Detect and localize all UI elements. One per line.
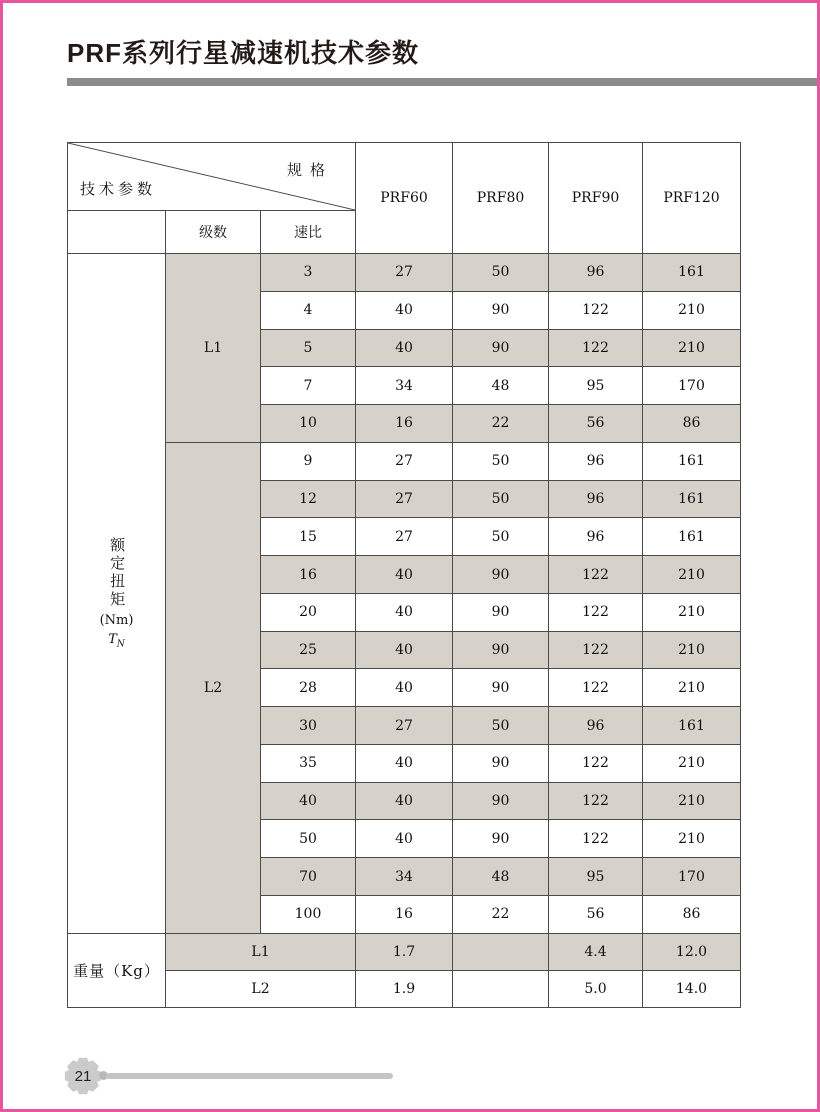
weight-value-cell — [453, 970, 549, 1007]
value-cell: 34 — [356, 367, 453, 405]
torque-row-label — [68, 537, 165, 650]
value-cell: 210 — [643, 744, 741, 782]
value-cell: 90 — [453, 329, 549, 367]
value-cell: 96 — [549, 480, 643, 518]
header-tech-params-label: 技术参数 — [80, 180, 157, 198]
value-cell: 161 — [643, 480, 741, 518]
value-cell: 161 — [643, 707, 741, 745]
value-cell: 122 — [549, 820, 643, 858]
value-cell: 56 — [549, 896, 643, 934]
title-underline-bar — [67, 78, 817, 86]
weight-value-cell: 5.0 — [549, 970, 643, 1007]
value-cell: 122 — [549, 669, 643, 707]
ratio-cell: 25 — [261, 631, 356, 669]
ratio-cell: 40 — [261, 782, 356, 820]
value-cell: 90 — [453, 669, 549, 707]
value-cell: 122 — [549, 593, 643, 631]
ratio-cell: 4 — [261, 291, 356, 329]
ratio-cell: 12 — [261, 480, 356, 518]
value-cell: 96 — [549, 518, 643, 556]
stage-cell-l1: L1 — [166, 254, 261, 443]
value-cell: 40 — [356, 669, 453, 707]
ratio-cell: 15 — [261, 518, 356, 556]
table-row — [68, 442, 741, 480]
value-cell: 170 — [643, 367, 741, 405]
value-cell: 210 — [643, 782, 741, 820]
value-cell: 210 — [643, 291, 741, 329]
value-cell: 210 — [643, 329, 741, 367]
ratio-cell: 100 — [261, 896, 356, 934]
ratio-cell: 50 — [261, 820, 356, 858]
value-cell: 96 — [549, 254, 643, 292]
weight-value-cell: 4.4 — [549, 933, 643, 970]
value-cell: 161 — [643, 442, 741, 480]
weight-value-cell: 12.0 — [643, 933, 741, 970]
value-cell: 27 — [356, 442, 453, 480]
value-cell: 40 — [356, 329, 453, 367]
ratio-cell: 30 — [261, 707, 356, 745]
torque-label-cell — [68, 254, 166, 934]
value-cell: 40 — [356, 556, 453, 594]
value-cell: 95 — [549, 367, 643, 405]
value-cell: 27 — [356, 254, 453, 292]
value-cell: 90 — [453, 820, 549, 858]
value-cell: 56 — [549, 405, 643, 443]
header-ratio-label: 速比 — [261, 211, 356, 254]
value-cell: 40 — [356, 291, 453, 329]
page-number: 21 — [74, 1067, 92, 1085]
value-cell: 210 — [643, 669, 741, 707]
ratio-cell: 3 — [261, 254, 356, 292]
value-cell: 22 — [453, 405, 549, 443]
value-cell: 170 — [643, 858, 741, 896]
value-cell: 90 — [453, 291, 549, 329]
ratio-cell: 70 — [261, 858, 356, 896]
value-cell: 210 — [643, 820, 741, 858]
value-cell: 40 — [356, 744, 453, 782]
value-cell: 90 — [453, 782, 549, 820]
value-cell: 40 — [356, 631, 453, 669]
weight-stage-cell-l1: L1 — [166, 933, 356, 970]
value-cell: 96 — [549, 707, 643, 745]
weight-value-cell — [453, 933, 549, 970]
value-cell: 122 — [549, 631, 643, 669]
header-empty-cell — [68, 211, 166, 254]
ratio-cell: 9 — [261, 442, 356, 480]
value-cell: 210 — [643, 631, 741, 669]
weight-value-cell: 1.9 — [356, 970, 453, 1007]
torque-label-text: 额定扭矩 — [108, 537, 127, 610]
value-cell: 122 — [549, 744, 643, 782]
value-cell: 50 — [453, 707, 549, 745]
value-cell: 40 — [356, 593, 453, 631]
value-cell: 16 — [356, 405, 453, 443]
value-cell: 210 — [643, 556, 741, 594]
value-cell: 122 — [549, 329, 643, 367]
value-cell: 122 — [549, 556, 643, 594]
footer-decor-line — [106, 1073, 393, 1079]
value-cell: 40 — [356, 820, 453, 858]
value-cell: 210 — [643, 593, 741, 631]
ratio-cell: 16 — [261, 556, 356, 594]
weight-row — [68, 933, 741, 970]
value-cell: 16 — [356, 896, 453, 934]
ratio-cell: 10 — [261, 405, 356, 443]
weight-label-cell — [68, 933, 166, 1007]
torque-unit: (Nm) — [99, 613, 134, 629]
page-title: PRF系列行星减速机技术参数 — [67, 38, 420, 68]
column-header-prf60: PRF60 — [356, 143, 453, 254]
value-cell: 27 — [356, 518, 453, 556]
ratio-cell: 7 — [261, 367, 356, 405]
weight-value-cell: 14.0 — [643, 970, 741, 1007]
header-spec-label: 规格 — [287, 161, 334, 179]
ratio-cell: 5 — [261, 329, 356, 367]
column-header-prf120: PRF120 — [643, 143, 741, 254]
value-cell: 122 — [549, 782, 643, 820]
value-cell: 90 — [453, 556, 549, 594]
value-cell: 161 — [643, 254, 741, 292]
column-header-prf90: PRF90 — [549, 143, 643, 254]
value-cell: 27 — [356, 707, 453, 745]
value-cell: 122 — [549, 291, 643, 329]
weight-row — [68, 970, 741, 1007]
value-cell: 96 — [549, 442, 643, 480]
ratio-cell: 20 — [261, 593, 356, 631]
value-cell: 40 — [356, 782, 453, 820]
value-cell: 86 — [643, 896, 741, 934]
value-cell: 27 — [356, 480, 453, 518]
weight-value-cell: 1.7 — [356, 933, 453, 970]
value-cell: 50 — [453, 442, 549, 480]
value-cell: 86 — [643, 405, 741, 443]
value-cell: 48 — [453, 858, 549, 896]
weight-row-label: 重量（Kg） — [73, 961, 160, 980]
page-number-badge — [63, 1056, 103, 1096]
column-header-prf80: PRF80 — [453, 143, 549, 254]
stage-cell-l2: L2 — [166, 442, 261, 933]
weight-stage-cell-l2: L2 — [166, 970, 356, 1007]
value-cell: 161 — [643, 518, 741, 556]
table-row — [68, 254, 741, 292]
value-cell: 34 — [356, 858, 453, 896]
value-cell: 48 — [453, 367, 549, 405]
value-cell: 50 — [453, 518, 549, 556]
value-cell: 95 — [549, 858, 643, 896]
spec-table — [67, 142, 741, 1008]
ratio-cell: 28 — [261, 669, 356, 707]
value-cell: 90 — [453, 593, 549, 631]
value-cell: 50 — [453, 480, 549, 518]
header-stage-label: 级数 — [166, 211, 261, 254]
ratio-cell: 35 — [261, 744, 356, 782]
value-cell: 90 — [453, 744, 549, 782]
value-cell: 22 — [453, 896, 549, 934]
value-cell: 50 — [453, 254, 549, 292]
diagonal-header-cell — [68, 143, 356, 211]
value-cell: 90 — [453, 631, 549, 669]
torque-symbol: $T_N$ — [108, 632, 125, 650]
